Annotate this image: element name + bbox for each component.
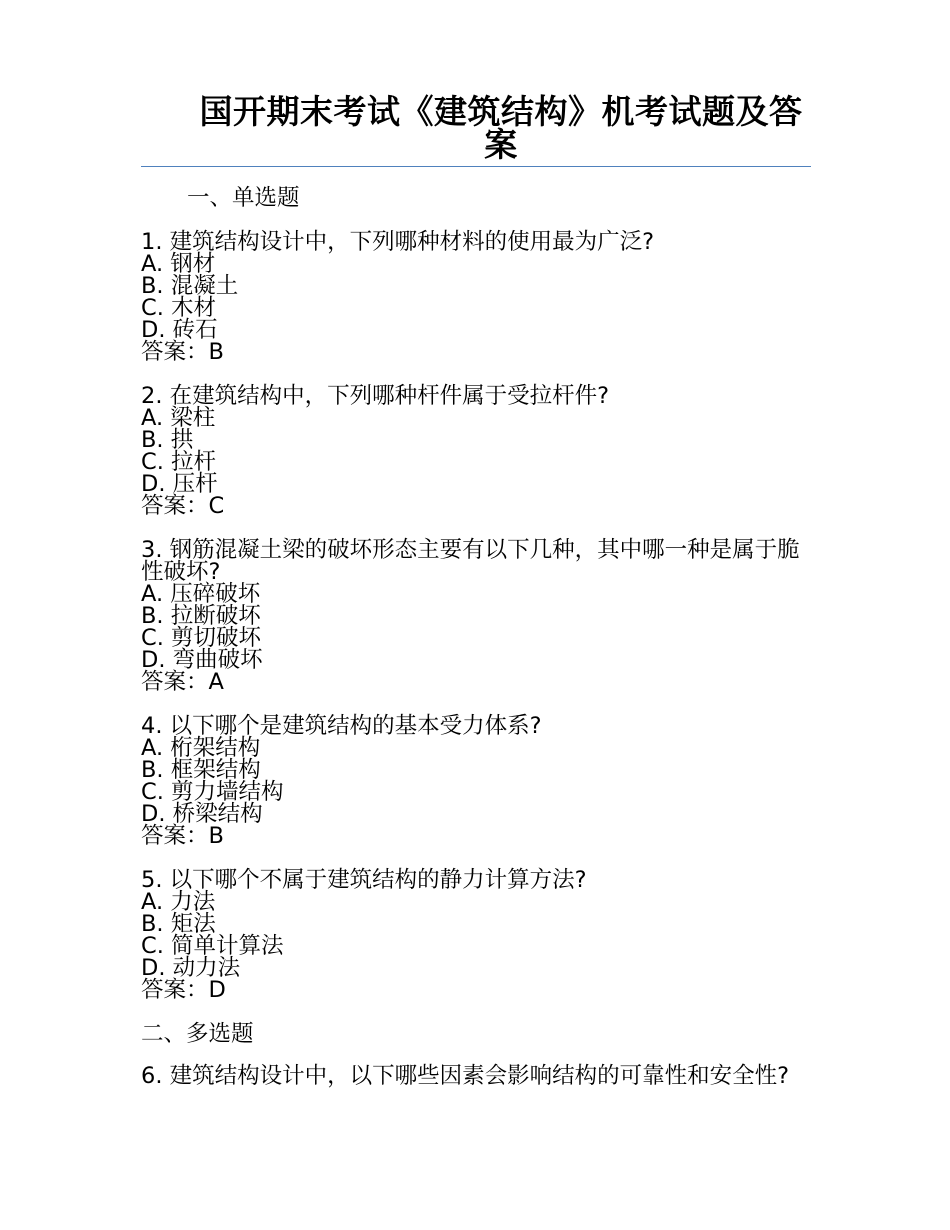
question-4 [141,715,811,847]
question-text: 3. 钢筋混凝土梁的破坏形态主要有以下几种，其中哪一种是属于脆性破坏? [141,537,800,585]
option-d: D. 弯曲破坏 [141,647,263,673]
option-a: A. 梁柱 [141,405,216,431]
option-d: D. 动力法 [141,955,241,981]
page-title: 国开期末考试《建筑结构》机考试题及答案 [199,92,803,164]
option-a: A. 压碎破坏 [141,581,261,607]
option-c: C. 剪力墙结构 [141,779,284,805]
option-d: D. 砖石 [141,317,218,343]
question-text: 4. 以下哪个是建筑结构的基本受力体系? [141,713,542,739]
option-c: C. 拉杆 [141,449,217,475]
option-a: A. 桁架结构 [141,735,261,761]
question-6 [141,1065,811,1087]
answer: 答案：B [141,823,224,849]
answer: 答案：C [141,493,225,519]
answer: 答案：A [141,669,224,695]
option-b: B. 混凝土 [141,273,239,299]
answer: 答案：B [141,339,224,365]
option-c: C. 木材 [141,295,217,321]
section-heading-multi-choice: 二、多选题 [141,1021,254,1047]
option-b: B. 框架结构 [141,757,261,783]
option-b: B. 拉断破坏 [141,603,261,629]
option-c: C. 剪切破坏 [141,625,262,651]
option-b: B. 矩法 [141,911,216,937]
option-a: A. 力法 [141,889,216,915]
option-c: C. 简单计算法 [141,933,284,959]
question-3 [141,539,811,693]
question-text: 5. 以下哪个不属于建筑结构的静力计算方法? [141,867,587,893]
question-text: 6. 建筑结构设计中，以下哪些因素会影响结构的可靠性和安全性? [141,1063,790,1089]
question-2 [141,385,811,517]
question-text: 1. 建筑结构设计中，下列哪种材料的使用最为广泛? [141,229,655,255]
answer: 答案：D [141,977,226,1003]
section-heading-single-choice: 一、单选题 [187,185,300,211]
title-underline [141,166,811,167]
question-1 [141,231,811,363]
document-page [141,92,811,1089]
option-b: B. 拱 [141,427,194,453]
question-text: 2. 在建筑结构中，下列哪种杆件属于受拉杆件? [141,383,610,409]
option-d: D. 压杆 [141,471,218,497]
option-a: A. 钢材 [141,251,216,277]
option-d: D. 桥梁结构 [141,801,263,827]
question-5 [141,869,811,1001]
